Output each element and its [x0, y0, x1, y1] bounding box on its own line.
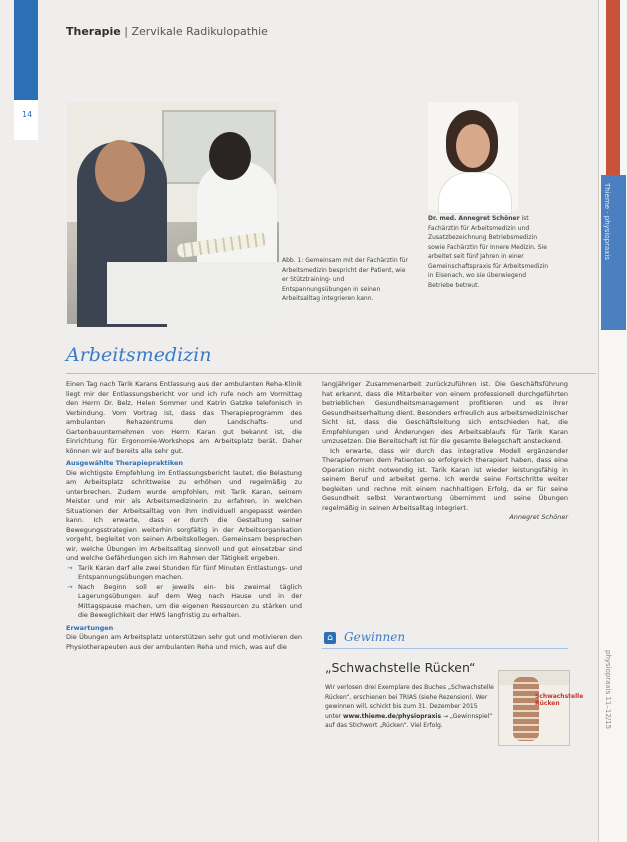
right-footer-text: physiopraxis 11–12/15: [604, 650, 612, 730]
right-paragraph-2: Ich erwarte, dass wir durch das integrative Modell ergänzender Therapieformen dem Patienten so erfolgreich therapiert haben, dass eine Operation nicht notwendig ist. Tarik Karan ist wieder leistungsfähig in seinem Beruf und arbeitet gerne. Ich werde seine Fortschritte weiter begleiten und rechne mit einem nachhaltigen Erfolg, da er für seine Gesundheit selbst Verantwortung übernimmt und seine Übungen regelmäßig in seinen Arbeitsalltag integriert.: [322, 446, 568, 512]
running-head-section: Therapie: [66, 25, 121, 38]
contest-link[interactable]: www.thieme.de/physiopraxis: [343, 712, 442, 720]
left-paragraph-2: Die wichtigste Empfehlung im Entlassungsbericht lautet, die Belastung am Arbeitsplatz schrittweise zu erhöhen und regelmäßig zu unterbrechen. Zudem wurde empfohlen, mit Tarik Karan, seinem Meister und mir als Arbeitsmedizinerin zu erfahren, in welchen Situationen der Arbeitsalltag von ihm individuell angepasst werden kann. Ich erwarte, dass er durch die Gestaltung seiner Bewegungsstrategien weiterhin sorgfältig in der Arbeitsorganisation vorgeht, begleitet von seinen Arbeitskollegen. Gemeinsam besprechen wir, welche Übungen im Arbeitsalltag sinnvoll und gut einsetzbar sind und welche Gefährdungen sich im Rahmen der Tätigkeit ergeben.: [66, 468, 302, 562]
page-number: 14: [22, 110, 33, 119]
right-red-band: [606, 0, 620, 175]
book-title: Schwachstelle Rücken: [535, 693, 584, 707]
running-head: [66, 25, 268, 38]
running-head-topic: Zervikale Radikulopathie: [131, 25, 268, 38]
left-column: [66, 380, 302, 652]
photo-doctor-head: [209, 132, 251, 180]
photo-desk: [107, 262, 279, 324]
author-name: Dr. med. Annegret Schöner: [428, 215, 520, 222]
list-item: → Nach Beginn soll er jeweils ein- bis zweimal täglich Lagerungsübungen auf dem Weg nach Hause und in der Mittagspause machen, um die eigenen Ressourcen zu stärken und die Beweglichkeit der HWS langfristig zu erhalten.: [78, 583, 302, 621]
section-rule: [66, 373, 596, 374]
photo-patient-head: [95, 140, 145, 202]
contest-label: Gewinnen: [344, 630, 406, 644]
running-head-separator: |: [124, 25, 128, 38]
left-subhead-1: Ausgewählte Therapiepraktiken: [66, 459, 184, 467]
section-title: Arbeitsmedizin: [66, 344, 212, 366]
right-paragraph-1: langjähriger Zusammenarbeit zurückzuführen ist. Die Geschäftsführung hat erkannt, dass die Mitarbeiter von einem professionell durchgeführten betrieblichen Gesundheitsmanagement profitieren und es ihrer Gesundheitserhaltung dient. Besonders erfreulich aus arbeitsmedizinischer Sicht ist, dass die Geschäftsleitung sich entschieden hat, die Empfehlungen und Änderungen des Arbeitsablaufs für Tarik Karan umzusetzen. Die Bereitschaft ist für die gesamte Belegschaft ansteckend.: [322, 380, 568, 445]
consultation-photo: [67, 102, 279, 324]
right-blue-tab: [601, 175, 626, 330]
right-tab-text: Thieme · physiopraxis: [603, 183, 611, 261]
book-spine-art: [513, 677, 539, 741]
contest-title: „Schwachstelle Rücken“: [325, 660, 476, 675]
portrait-body: [438, 172, 512, 214]
left-paragraph-1: Einen Tag nach Tarik Karans Entlassung aus der ambulanten Reha-Klinik liegt mir der Entlassungsbericht vor und ich rufe noch am Vormittag den Herrn Dr. Belz, Helen Sommer und Katrin Gatzke telefonisch in Verbindung. Vom Vortrag ist, dass das Therapieprogramm des ambulanten Rehazentrums den Landschafts- und Gartenbauunternehmen von Herrn Karan gut bekannt ist, die Einrichtung für Ergonomie-Workshops am Arbeitsplatz berät. Daher können wir auf bereits alle sehr gut.: [66, 380, 302, 455]
right-column: [322, 380, 568, 523]
gift-icon: ⌂: [324, 632, 336, 644]
author-portrait: [428, 102, 518, 210]
list-item: → Tarik Karan darf alle zwei Stunden für fünf Minuten Entlastungs- und Entspannungsübungen machen.: [78, 564, 302, 583]
contest-text: [325, 683, 495, 731]
portrait-face: [456, 124, 490, 168]
signature: Annegret Schöner: [509, 513, 568, 521]
left-paragraph-3: Die Übungen am Arbeitsplatz unterstützen sehr gut und motivieren den Physiotherapeuten aus der ambulanten Reha und mich, was auf die: [66, 633, 302, 651]
figure-caption: Abb. 1: Gemeinsam mit der Fachärztin für Arbeitsmedizin bespricht der Patient, wie er Stütztraining- und Entspannungsübungen in seinen Arbeitsalltag integrieren kann.: [282, 257, 408, 302]
left-color-bar: [14, 0, 38, 100]
book-cover: [498, 670, 584, 746]
author-bio: ist Fachärztin für Arbeitsmedizin und Zusatzbezeichnung Betriebsmedizin sowie Fachärztin für Innere Medizin. Sie arbeitet seit fünf Jahren in einer Gemeinschaftspraxis für Arbeitsmedizin in Eisenach, wo sie überwiegend Betriebe betreut.: [428, 215, 549, 289]
recommendation-list: [66, 564, 302, 621]
left-subhead-2: Erwartungen: [66, 623, 114, 632]
author-caption: [428, 214, 552, 290]
contest-rule: [322, 648, 568, 649]
contest-body-2: → „Gewinnspiel“ auf das Stichwort „Rücken“. Viel Erfolg.: [325, 712, 493, 729]
page-number-box: [14, 100, 38, 140]
contest-body: Wir verlosen drei Exemplare des Buches „Schwachstelle Rücken“, erschienen bei TRIAS (siehe Rezension). Wer gewinnen will, schickt bis zum 31. Dezember 2015 unter: [325, 684, 494, 720]
